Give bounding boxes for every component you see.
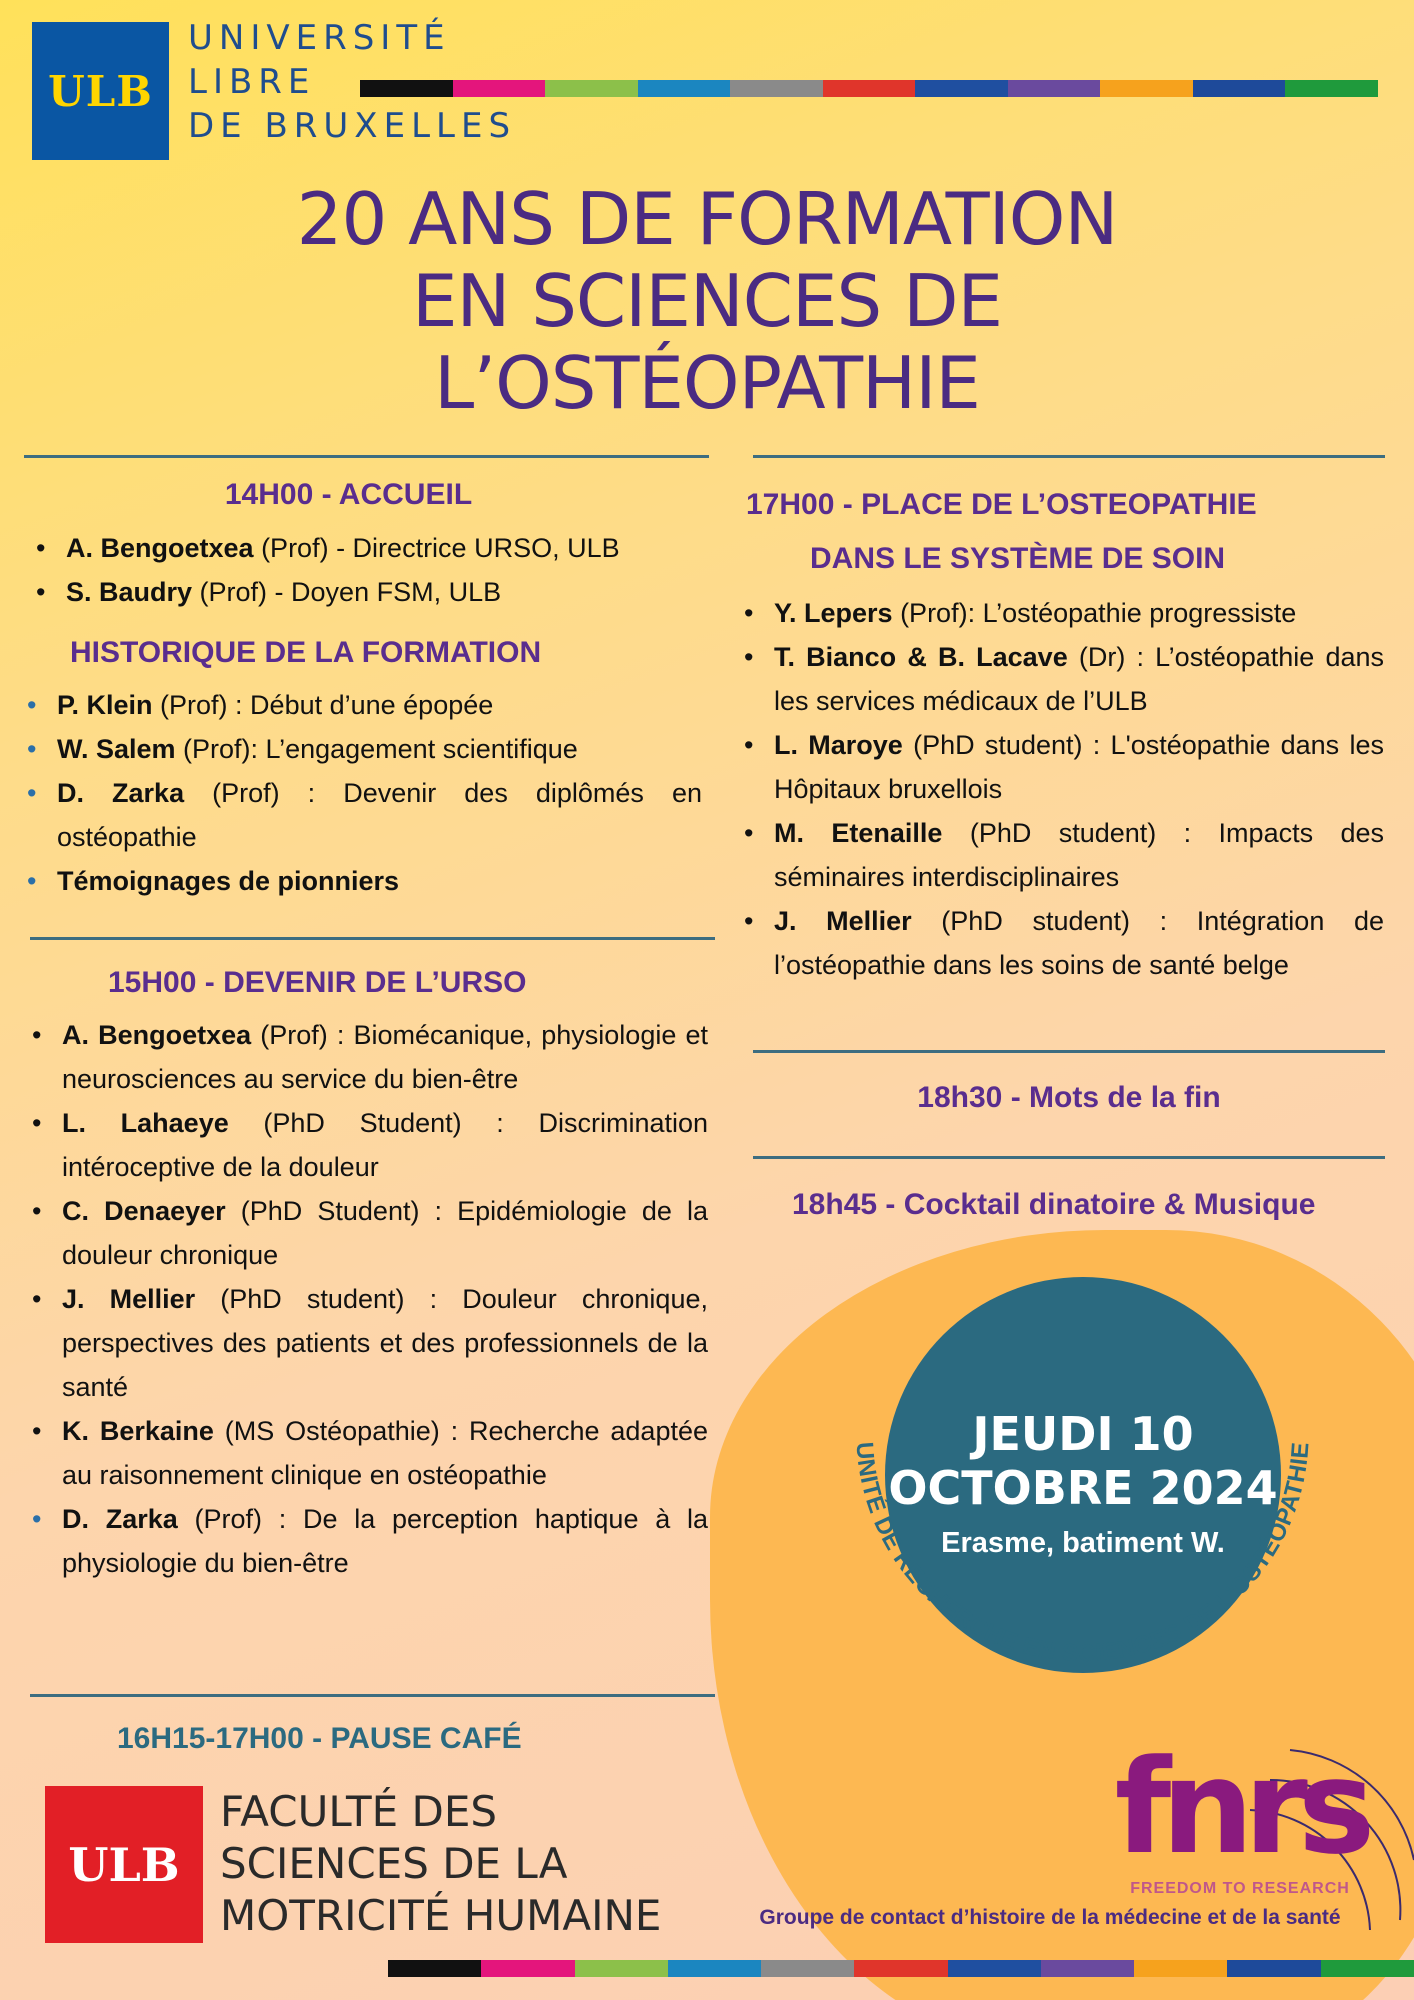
bullet-icon: •	[27, 690, 37, 720]
list-item	[32, 1409, 708, 1497]
list-item	[744, 635, 1384, 723]
historique-list	[27, 683, 702, 903]
talk-description: (Prof) : De la perception haptique à la physiologie du bien-être	[62, 1504, 708, 1578]
speaker-name: W. Salem	[57, 734, 176, 764]
stripe-segment	[388, 1960, 481, 1977]
arc-text-path: UNITÉ DE RECHERCHE EN SCIENCES DE L’OSTÉOPATHIE	[850, 1441, 1315, 1668]
list-item	[32, 1013, 708, 1101]
talk-description: (Prof): L’engagement scientifique	[175, 734, 578, 764]
faculty-logo-text: ULB	[68, 1837, 180, 1892]
talk-description: (MS Ostéopathie) : Recherche adaptée au raisonnement clinique en ostéopathie	[62, 1416, 708, 1490]
list-item	[32, 1277, 708, 1409]
stripe-segment	[1134, 1960, 1227, 1977]
list-item	[32, 1189, 708, 1277]
stripe-segment	[1193, 80, 1286, 97]
bullet-icon: •	[744, 818, 754, 848]
divider	[753, 1050, 1385, 1053]
list-item	[36, 526, 706, 570]
list-item	[32, 1101, 709, 1189]
bullet-icon: •	[32, 1416, 42, 1446]
speaker-name: M. Etenaille	[774, 818, 943, 848]
faculty-name	[220, 1786, 661, 1942]
speaker-name: A. Bengoetxea	[66, 533, 254, 563]
bullet-icon: •	[32, 1196, 42, 1226]
stripe-segment	[915, 80, 1008, 97]
stripe-segment	[730, 80, 823, 97]
ulb-logo	[32, 22, 169, 160]
divider	[24, 455, 709, 458]
divider	[753, 1156, 1385, 1159]
stripe-segment	[761, 1960, 854, 1977]
talk-description: (Prof) : Biomécanique, physiologie et neurosciences au service du bien-être	[62, 1020, 708, 1094]
list-item	[744, 811, 1385, 899]
section-title-mots: 18h30 - Mots de la fin	[917, 1081, 1221, 1114]
stripe-segment	[360, 80, 453, 97]
bullet-icon: •	[32, 1108, 42, 1138]
stripe-segment	[823, 80, 916, 97]
university-name-line: UNIVERSITÉ	[188, 18, 451, 58]
list-item	[36, 570, 706, 614]
talk-description: (Prof) : Devenir des diplômés en ostéopathie	[57, 778, 702, 852]
stripe-segment	[948, 1960, 1041, 1977]
section-title-pause: 16H15-17H00 - PAUSE CAFÉ	[117, 1722, 522, 1755]
bullet-icon: •	[32, 1504, 42, 1534]
section-title-historique: HISTORIQUE DE LA FORMATION	[70, 636, 542, 669]
talk-description: (Prof): L’ostéopathie progressiste	[892, 598, 1297, 628]
bullet-icon: •	[744, 906, 754, 936]
talk-description: (PhD student) : Impacts des séminaires interdisciplinaires	[774, 818, 1385, 892]
place-list	[744, 591, 1385, 987]
stripe-segment	[453, 80, 546, 97]
speaker-name: P. Klein	[57, 690, 153, 720]
stripe-segment	[545, 80, 638, 97]
speaker-name: J. Mellier	[62, 1284, 196, 1314]
poster-title	[0, 178, 1414, 424]
event-date-line1: JEUDI 10	[972, 1407, 1194, 1461]
bullet-icon: •	[32, 1284, 42, 1314]
stripe-segment	[1041, 1960, 1134, 1977]
divider	[30, 1694, 715, 1697]
speaker-name: C. Denaeyer	[62, 1196, 226, 1226]
bullet-icon: •	[744, 598, 754, 628]
faculty-name-line: FACULTÉ DES	[220, 1787, 498, 1836]
bullet-icon: •	[36, 577, 46, 607]
faculty-logo	[45, 1786, 203, 1943]
speaker-name: D. Zarka	[62, 1504, 178, 1534]
talk-description: (PhD student) : L'ostéopathie dans les Hôpitaux bruxellois	[774, 730, 1384, 804]
list-item	[27, 727, 702, 771]
speaker-name: L. Maroye	[774, 730, 903, 760]
divider	[30, 937, 715, 940]
university-name-line: LIBRE	[188, 62, 316, 102]
bullet-icon: •	[744, 730, 754, 760]
list-item	[744, 591, 1384, 635]
speaker-name: K. Berkaine	[62, 1416, 214, 1446]
section-title-devenir: 15H00 - DEVENIR DE L’URSO	[108, 966, 527, 999]
fnrs-logo: fnrs	[1114, 1731, 1366, 1883]
stripe-segment	[575, 1960, 668, 1977]
speaker-name: D. Zarka	[57, 778, 185, 808]
list-item	[27, 683, 702, 727]
stripe-segment	[854, 1960, 947, 1977]
bullet-icon: •	[32, 1020, 42, 1050]
devenir-list	[32, 1013, 709, 1585]
speaker-name: J. Mellier	[774, 906, 912, 936]
bullet-icon: •	[36, 533, 46, 563]
talk-description: (Prof) - Doyen FSM, ULB	[192, 577, 502, 607]
speaker-name: Y. Lepers	[774, 598, 893, 628]
event-location: Erasme, batiment W.	[941, 1527, 1225, 1559]
university-name-line: DE BRUXELLES	[188, 106, 517, 146]
fnrs-tagline: FREEDOM TO RESEARCH	[1130, 1880, 1350, 1897]
speaker-name: A. Bengoetxea	[62, 1020, 252, 1050]
speaker-name: T. Bianco & B. Lacave	[774, 642, 1068, 672]
faculty-name-line: SCIENCES DE LA	[220, 1839, 568, 1888]
section-title-accueil: 14H00 - ACCUEIL	[224, 478, 473, 511]
list-item	[27, 771, 702, 859]
stripe-segment	[668, 1960, 761, 1977]
bullet-icon: •	[27, 734, 37, 764]
section-title-place-line1: 17H00 - PLACE DE L’OSTEOPATHIE	[746, 488, 1257, 521]
speaker-name: Témoignages de pionniers	[57, 866, 400, 896]
list-item	[27, 859, 702, 903]
color-stripe-bottom	[388, 1960, 1414, 1977]
contact-group: Groupe de contact d’histoire de la médecine et de la santé	[759, 1906, 1341, 1929]
speaker-name: L. Lahaeye	[62, 1108, 229, 1138]
divider	[753, 455, 1385, 458]
list-item	[744, 723, 1384, 811]
stripe-segment	[1227, 1960, 1320, 1977]
talk-description: (Prof) - Directrice URSO, ULB	[253, 533, 620, 563]
bullet-icon: •	[27, 866, 37, 896]
talk-description: (PhD student) : Douleur chronique, perspectives des patients et des professionnels de la santé	[62, 1284, 708, 1402]
svg-text:UNITÉ DE RECHERCHE EN SCIENCES	[850, 1441, 1314, 1667]
stripe-segment	[481, 1960, 574, 1977]
title-line: 20 ANS DE FORMATION	[296, 177, 1118, 261]
faculty-name-line: MOTRICITÉ HUMAINE	[220, 1891, 662, 1940]
title-line: L’OSTÉOPATHIE	[434, 341, 980, 425]
list-item	[744, 899, 1384, 987]
talk-description: (PhD Student) : Discrimination intéroceptive de la douleur	[62, 1108, 709, 1182]
talk-description: (PhD Student) : Epidémiologie de la douleur chronique	[62, 1196, 708, 1270]
ulb-logo-text: ULB	[48, 66, 153, 116]
stripe-segment	[638, 80, 731, 97]
research-unit-arc-text	[840, 1232, 1326, 1718]
list-item	[32, 1497, 708, 1585]
title-line: EN SCIENCES DE	[411, 259, 1003, 343]
color-stripe-top	[360, 80, 1378, 97]
stripe-segment	[1100, 80, 1193, 97]
stripe-segment	[1008, 80, 1101, 97]
bullet-icon: •	[27, 778, 37, 808]
bullet-icon: •	[744, 642, 754, 672]
speaker-name: S. Baudry	[66, 577, 193, 607]
talk-description: (PhD student) : Intégration de l’ostéopathie dans les soins de santé belge	[774, 906, 1384, 980]
accueil-list	[36, 526, 706, 614]
stripe-segment	[1285, 80, 1378, 97]
section-title-cocktail: 18h45 - Cocktail dinatoire & Musique	[792, 1188, 1316, 1221]
section-title-place-line2: DANS LE SYSTÈME DE SOIN	[810, 542, 1226, 575]
talk-description: (Dr) : L’ostéopathie dans les services médicaux de l’ULB	[774, 642, 1384, 716]
event-date-line2: OCTOBRE 2024	[888, 1461, 1278, 1515]
stripe-segment	[1321, 1960, 1414, 1977]
talk-description: (Prof) : Début d’une épopée	[152, 690, 494, 720]
